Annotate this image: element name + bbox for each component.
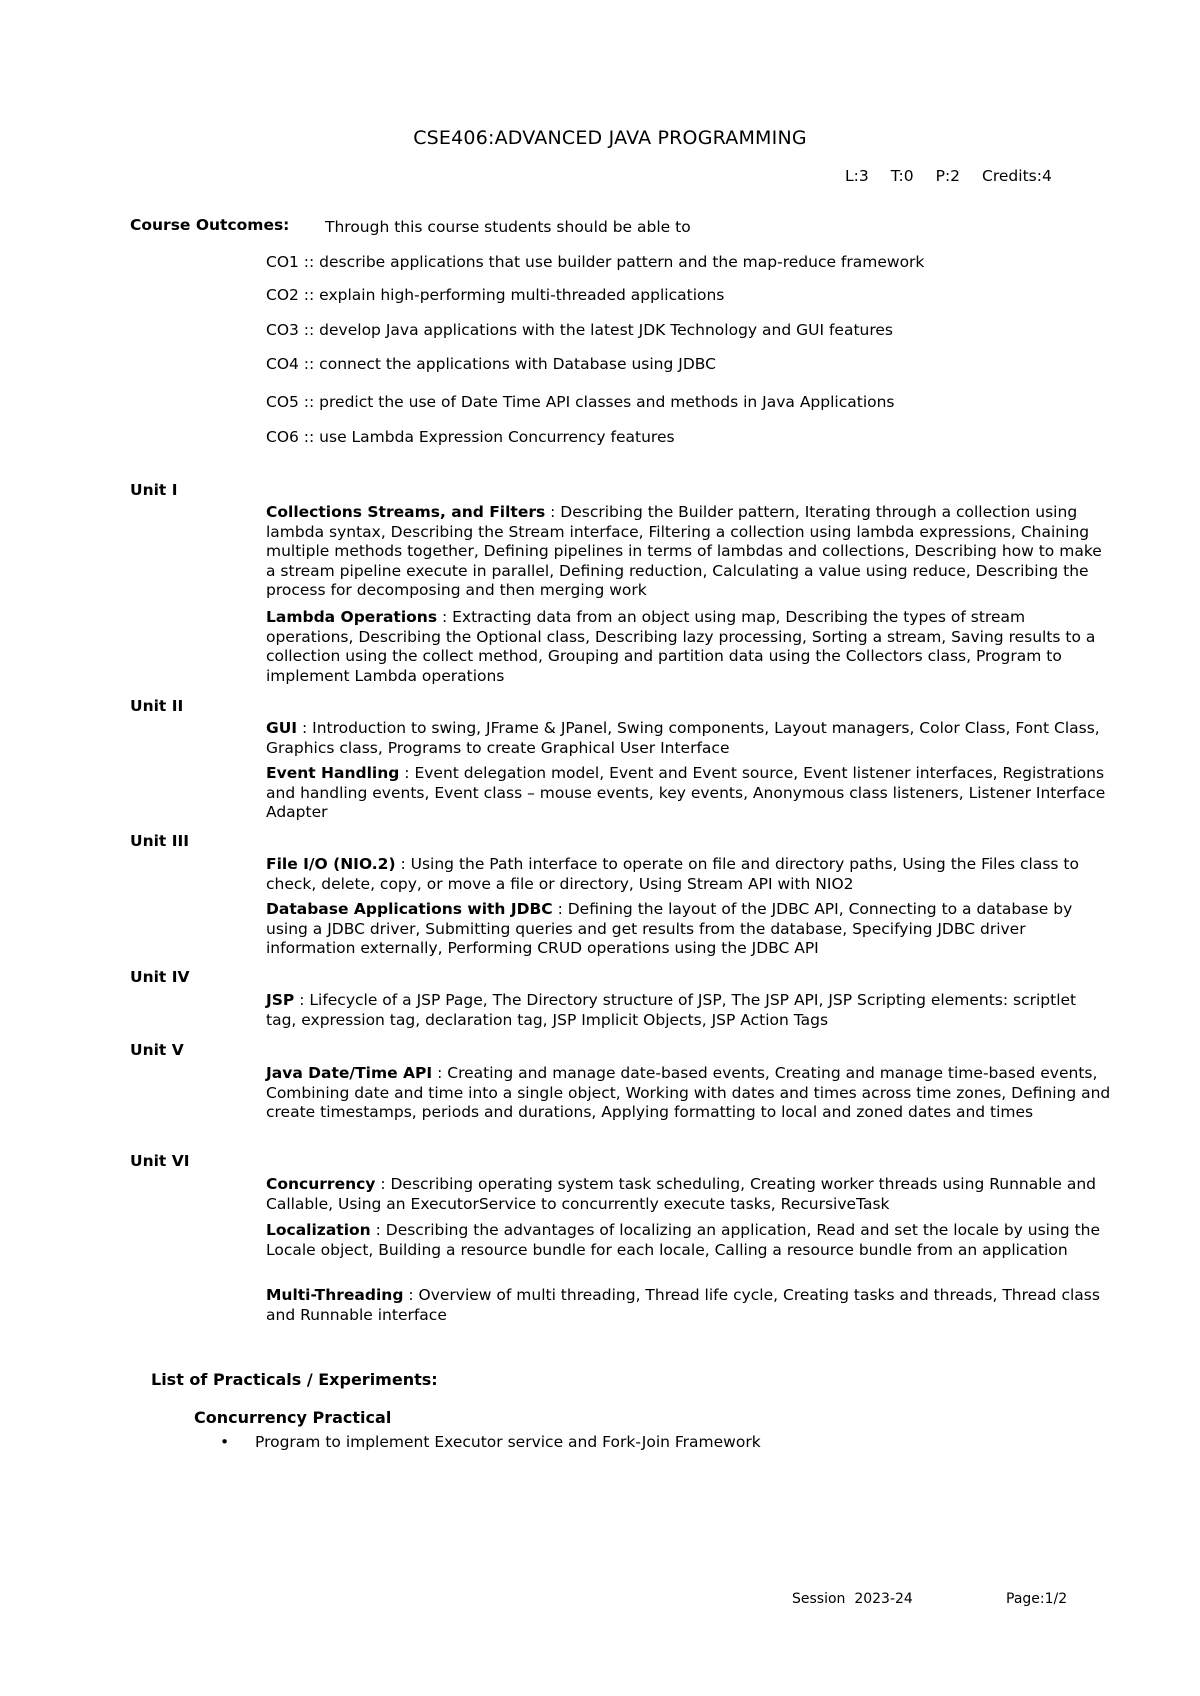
topic-title: Localization — [266, 1221, 371, 1239]
unit-topic — [266, 1221, 1111, 1260]
topic-title: File I/O (NIO.2) — [266, 855, 396, 873]
course-outcomes-label: Course Outcomes: — [130, 216, 290, 234]
topic-text: : Extracting data from an object using map, Describing the types of stream operations, Describing the Optional class, Describing lazy processing, Sorting a stream, Saving results to a collection using the collect method, Grouping and partition data using the Collectors class, Program to implement Lambda operations — [266, 608, 1096, 685]
topic-text: : Lifecycle of a JSP Page, The Directory structure of JSP, The JSP API, JSP Scripting elements: scriptlet tag, expression tag, declaration tag, JSP Implicit Objects, JSP Action Tags — [266, 991, 1077, 1029]
topic-title: Concurrency — [266, 1175, 376, 1193]
course-outcomes-intro: Through this course students should be able to — [325, 218, 691, 236]
topic-text: : Describing the advantages of localizing an application, Read and set the locale by using the Locale object, Building a resource bundle for each locale, Calling a resource bundle from an application — [266, 1221, 1101, 1259]
topic-text: : Defining the layout of the JDBC API, Connecting to a database by using a JDBC driver, Submitting queries and get results from the database, Specifying JDBC driver information externally, Performing CRUD operations using the JDBC API — [266, 900, 1073, 958]
topic-text: : Using the Path interface to operate on file and directory paths, Using the Files class to check, delete, copy, or move a file or directory, Using Stream API with NIO2 — [266, 855, 1079, 893]
unit-topic — [266, 855, 1111, 894]
unit-topic — [266, 608, 1111, 686]
topic-text: : Overview of multi threading, Thread life cycle, Creating tasks and threads, Thread class and Runnable interface — [266, 1286, 1100, 1324]
unit-topic — [266, 1175, 1111, 1214]
bullet-icon: • — [220, 1433, 230, 1451]
lecture-hours: L:3 — [845, 167, 869, 185]
course-outcome-item: CO1 :: describe applications that use builder pattern and the map-reduce framework — [266, 253, 925, 271]
practical-group-title: Concurrency Practical — [194, 1408, 392, 1427]
topic-title: Lambda Operations — [266, 608, 438, 626]
topic-title: JSP — [266, 991, 295, 1009]
unit-topic — [266, 991, 1111, 1030]
unit-topic — [266, 900, 1111, 959]
topic-text: : Event delegation model, Event and Event source, Event listener interfaces, Registrations and handling events, Event class – mouse events, key events, Anonymous class listeners, Listener Interface Adapter — [266, 764, 1106, 822]
topic-text: : Describing operating system task scheduling, Creating worker threads using Runnable and Callable, Using an ExecutorService to concurrently execute tasks, RecursiveTask — [266, 1175, 1097, 1213]
topic-text: : Creating and manage date-based events, Creating and manage time-based events, Combining date and time into a single object, Working with dates and times across time zones, Defining and create timestamps, periods and durations, Applying formatting to local and zoned dates and times — [266, 1064, 1111, 1122]
course-outcome-item: CO6 :: use Lambda Expression Concurrency features — [266, 428, 675, 446]
course-outcome-item: CO3 :: develop Java applications with the latest JDK Technology and GUI features — [266, 321, 893, 339]
tutorial-hours: T:0 — [890, 167, 914, 185]
course-outcome-item: CO4 :: connect the applications with Database using JDBC — [266, 355, 716, 373]
topic-title: Java Date/Time API — [266, 1064, 433, 1082]
topic-title: Multi-Threading — [266, 1286, 404, 1304]
course-outcome-item: CO5 :: predict the use of Date Time API classes and methods in Java Applications — [266, 393, 895, 411]
unit-topic — [266, 1286, 1111, 1325]
course-title: CSE406:ADVANCED JAVA PROGRAMMING — [413, 127, 807, 149]
unit-label: Unit II — [130, 697, 184, 715]
unit-label: Unit I — [130, 481, 178, 499]
topic-text: : Describing the Builder pattern, Iterating through a collection using lambda syntax, Describing the Stream interface, Filtering a collection using lambda expressions, Chaining multiple methods together, Defining pipelines in terms of lambdas and collections, Describing how to make a stream pipeline execute in parallel, Defining reduction, Calculating a value using reduce, Describing the process for decomposing and then merging work — [266, 503, 1102, 600]
unit-label: Unit IV — [130, 968, 190, 986]
footer-page-number: Page:1/2 — [1006, 1591, 1068, 1607]
unit-topic — [266, 1064, 1111, 1123]
unit-topic — [266, 719, 1111, 758]
topic-title: Event Handling — [266, 764, 400, 782]
footer-session: Session 2023-24 — [792, 1591, 913, 1607]
credit-structure — [845, 167, 1052, 185]
unit-label: Unit V — [130, 1041, 184, 1059]
course-outcome-item: CO2 :: explain high-performing multi-threaded applications — [266, 286, 725, 304]
practical-list-item — [220, 1433, 761, 1451]
unit-topic — [266, 503, 1111, 601]
credits: Credits:4 — [982, 167, 1052, 185]
topic-title: Database Applications with JDBC — [266, 900, 553, 918]
topic-text: : Introduction to swing, JFrame & JPanel, Swing components, Layout managers, Color Class, Font Class, Graphics class, Programs to create Graphical User Interface — [266, 719, 1100, 757]
unit-label: Unit VI — [130, 1152, 190, 1170]
unit-topic — [266, 764, 1111, 823]
topic-title: Collections Streams, and Filters — [266, 503, 546, 521]
practical-item-text: Program to implement Executor service and Fork-Join Framework — [255, 1433, 761, 1451]
practicals-heading: List of Practicals / Experiments: — [151, 1370, 438, 1389]
topic-title: GUI — [266, 719, 298, 737]
practical-hours: P:2 — [935, 167, 961, 185]
unit-label: Unit III — [130, 832, 190, 850]
